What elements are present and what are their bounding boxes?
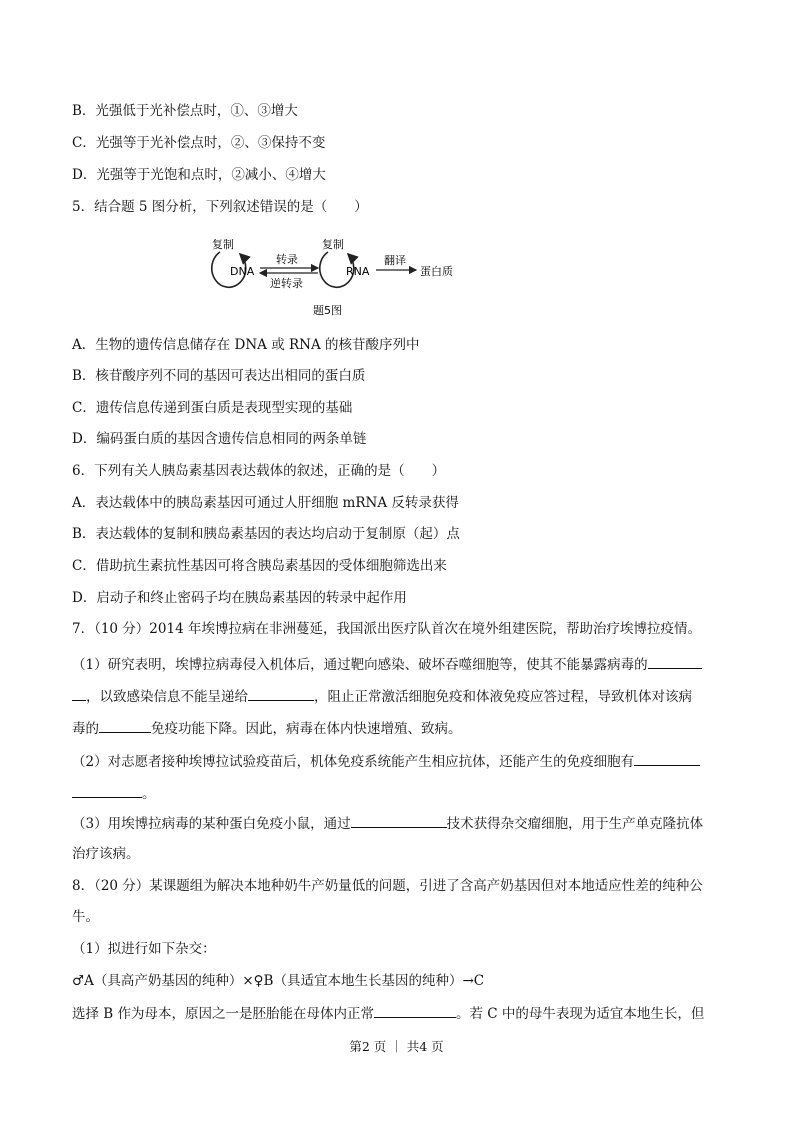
q8-cross: ♂A（具高产奶基因的纯种）×♀B（具适宜本地生长基因的纯种）→C (72, 973, 485, 989)
answer-blank-6[interactable] (374, 1003, 456, 1018)
figure-caption: 题5图 (313, 304, 342, 317)
q7-part1-text-c: ，阻止正常激活细胞免疫和体液免疫应答过程，导致机体对该病 (314, 689, 692, 705)
answer-blank-5[interactable] (351, 813, 447, 828)
q8-reason-text-b: 。若 C 中的母牛表现为适宜本地生长，但 (456, 1006, 705, 1022)
q7-part2-end: 。 (142, 786, 156, 802)
reverse-transcription-label: 逆转录 (270, 277, 303, 290)
q6-stem: 6．下列有关人胰岛素基因表达载体的叙述，正确的是（ ） (72, 463, 446, 479)
q7-part1-text-a: （1）研究表明，埃博拉病毒侵入机体后，通过靶向感染、破坏吞噬细胞等，使其不能暴露病毒的 (72, 657, 648, 673)
dna-label: DNA (230, 265, 255, 278)
q8-reason-text-a: 选择 B 作为母本，原因之一是胚胎能在母体内正常 (72, 1006, 375, 1022)
protein-label: 蛋白质 (420, 265, 453, 278)
q4-option-b: B．光强低于光补偿点时，①、③增大 (72, 103, 298, 119)
q5-stem: 5．结合题 5 图分析，下列叙述错误的是（ ） (72, 199, 368, 215)
q6-option-a: A．表达载体中的胰岛素基因可通过人肝细胞 mRNA 反转录获得 (72, 495, 459, 511)
q7-part1-text-e: 免疫功能下降。因此，病毒在体内快速增殖、致病。 (151, 721, 462, 737)
q5-option-c: C．遗传信息传递到蛋白质是表现型实现的基础 (72, 400, 353, 416)
q6-option-c: C．借助抗生素抗性基因可将含胰岛素基因的受体细胞筛选出来 (72, 558, 447, 574)
answer-blank-2[interactable] (248, 686, 314, 701)
q7-part2-line1 (72, 751, 700, 771)
q8-stem-line2: 牛。 (72, 909, 99, 925)
q7-part3-line2: 治疗该病。 (72, 846, 140, 862)
q7-part1-line2 (72, 686, 692, 706)
central-dogma-diagram (200, 232, 490, 322)
q4-option-d: D．光强等于光饱和点时，②减小、④增大 (72, 167, 326, 183)
q6-option-d: D．启动子和终止密码子均在胰岛素基因的转录中起作用 (72, 590, 407, 606)
q8-part1: （1）拟进行如下杂交： (72, 941, 216, 957)
q7-part1-line1 (72, 654, 702, 674)
q7-part2-line2 (72, 783, 156, 803)
q5-option-d: D．编码蛋白质的基因含遗传信息相同的两条单链 (72, 431, 367, 447)
answer-blank-3[interactable] (99, 718, 151, 733)
q7-part3-text-b: 技术获得杂交瘤细胞，用于生产单克隆抗体 (446, 816, 704, 832)
q5-option-a: A．生物的遗传信息储存在 DNA 或 RNA 的核苷酸序列中 (72, 337, 420, 353)
q7-part1-text-b: ，以致感染信息不能呈递给 (86, 689, 248, 705)
q7-part3-text-a: （3）用埃博拉病毒的某种蛋白免疫小鼠，通过 (72, 816, 351, 832)
q5-option-b: B．核苷酸序列不同的基因可表达出相同的蛋白质 (72, 368, 366, 384)
dna-copy-label: 复制 (212, 238, 234, 251)
q7-part3-line1 (72, 813, 703, 833)
q7-stem: 7．（10 分）2014 年埃博拉病在非洲蔓延，我国派出医疗队首次在境外组建医院，帮助治疗埃博拉疫情。 (72, 621, 701, 637)
q5-figure (200, 232, 490, 322)
q6-option-b: B．表达载体的复制和胰岛素基因的表达均启动于复制原（起）点 (72, 526, 460, 542)
q4-option-c: C．光强等于光补偿点时，②、③保持不变 (72, 135, 326, 151)
translation-label: 翻译 (384, 254, 406, 267)
answer-blank-4-cont[interactable] (72, 783, 142, 798)
transcription-label: 转录 (276, 253, 298, 266)
answer-blank-1[interactable] (648, 654, 702, 669)
answer-blank-4[interactable] (634, 751, 700, 766)
q7-part1-text-d: 毒的 (72, 721, 99, 737)
q8-stem-line1: 8．（20 分）某课题组为解决本地种奶牛产奶量低的问题，引进了含高产奶基因但对本地适应性差的纯种公 (72, 878, 703, 894)
q8-reason-line (72, 1003, 704, 1023)
answer-blank-1-cont[interactable] (72, 686, 86, 701)
page-footer: 第2 页 ｜ 共4 页 (349, 1039, 444, 1054)
q7-part2-text: （2）对志愿者接种埃博拉试验疫苗后，机体免疫系统能产生相应抗体，还能产生的免疫细胞有 (72, 754, 635, 770)
rna-label: RNA (346, 265, 370, 278)
q7-part1-line3 (72, 718, 462, 738)
rna-copy-label: 复制 (322, 238, 344, 251)
